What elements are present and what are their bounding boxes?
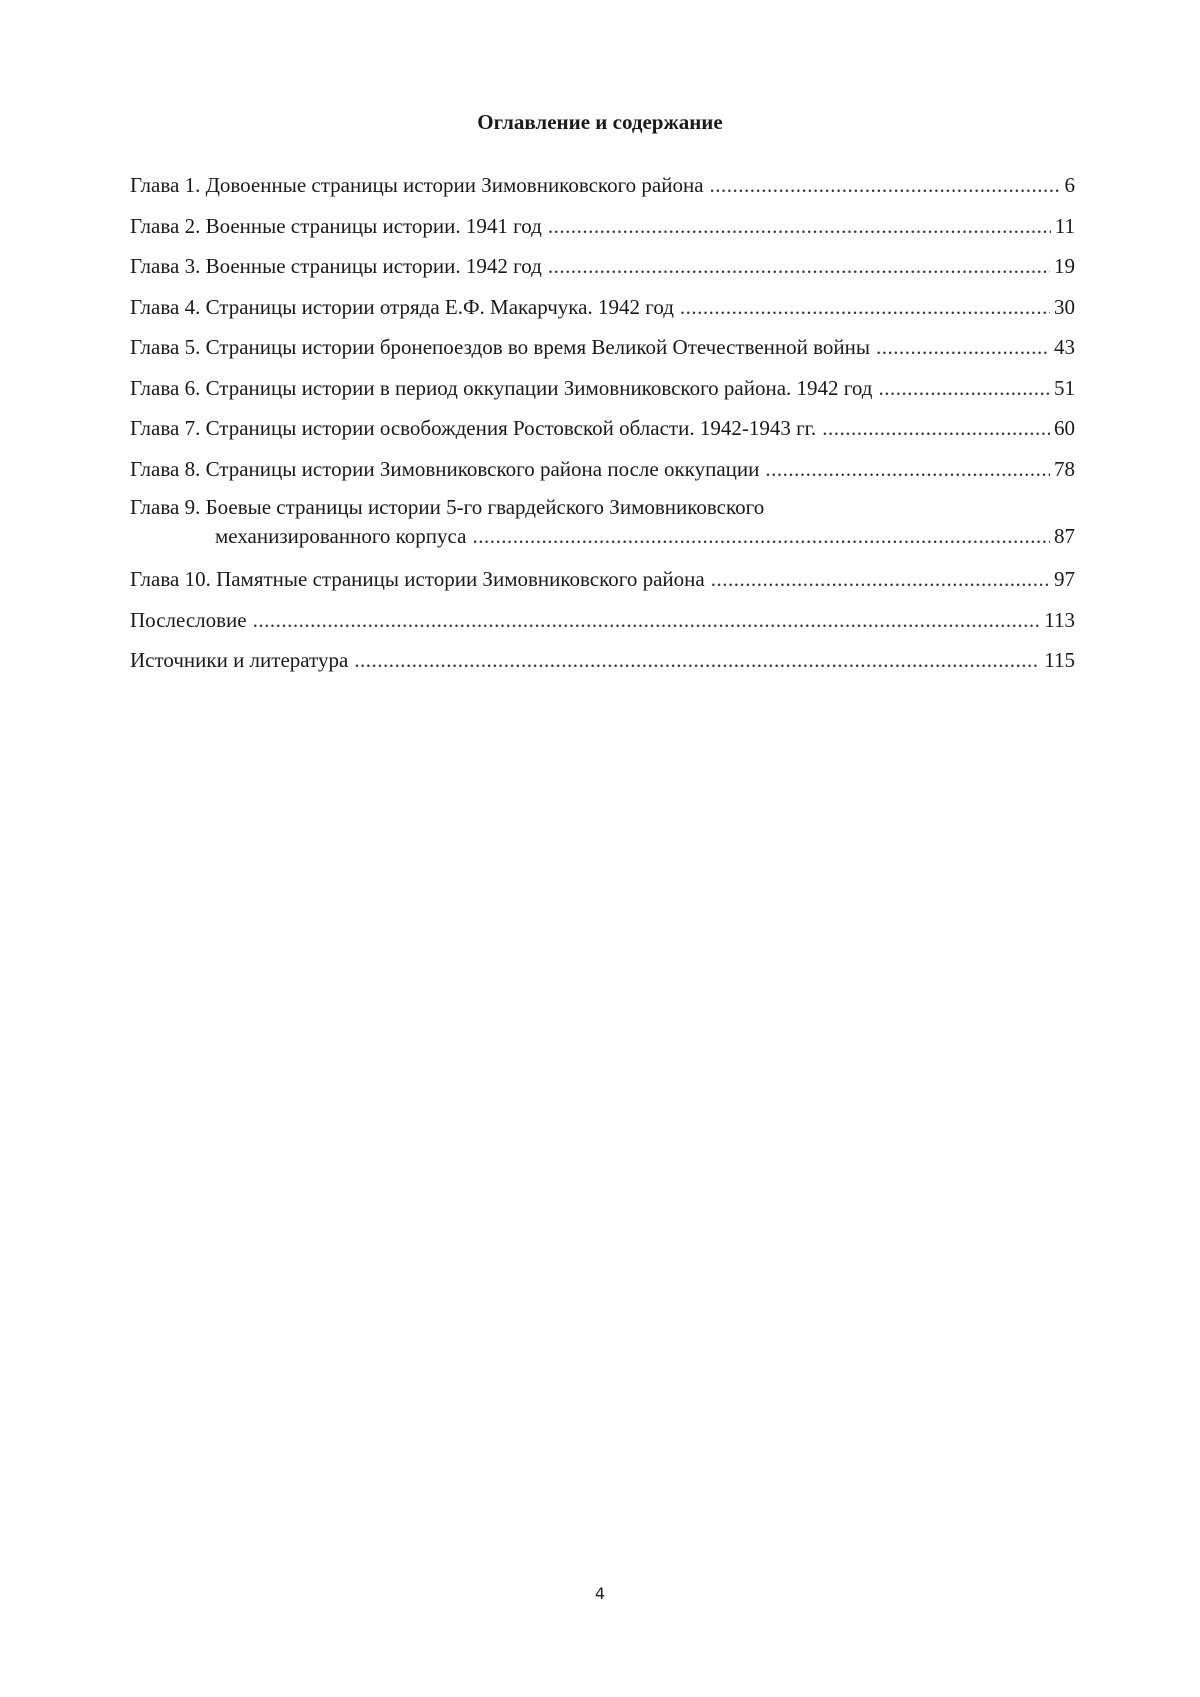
toc-entry-title: Глава 1. Довоенные страницы истории Зимовниковского района	[130, 173, 704, 197]
toc-entry-chapter-2[interactable]	[130, 206, 1075, 247]
toc-entry-chapter-3[interactable]	[130, 246, 1075, 287]
page-number: 4	[594, 1584, 606, 1603]
dot-leader	[710, 165, 1061, 206]
dot-leader	[822, 408, 1050, 449]
toc-entry-continuation	[130, 522, 1075, 551]
toc-entry-chapter-10[interactable]	[130, 559, 1075, 600]
toc-entry-afterword[interactable]	[130, 600, 1075, 641]
toc-entry-title: Глава 8. Страницы истории Зимовниковского района после оккупации	[130, 456, 760, 481]
toc-entry-chapter-1[interactable]	[130, 165, 1075, 206]
toc-entry-page: 19	[1054, 254, 1075, 278]
toc-entry-title-line-2: механизированного корпуса	[215, 524, 467, 548]
toc-entry-page: 97	[1054, 567, 1075, 591]
toc-entry-chapter-4[interactable]	[130, 287, 1075, 328]
dot-leader	[876, 327, 1050, 368]
toc-entry-page: 60	[1054, 416, 1075, 440]
toc-entry-title: Глава 4. Страницы истории отряда Е.Ф. Макарчука. 1942 год	[130, 294, 674, 319]
toc-entry-page: 87	[1054, 524, 1075, 548]
toc-entry-page: 113	[1044, 607, 1075, 632]
toc-entry-chapter-6[interactable]	[130, 368, 1075, 409]
toc-entry-page: 51	[1054, 375, 1075, 400]
toc-entry-title: Глава 7. Страницы истории освобождения Ростовской области. 1942-1943 гг.	[130, 416, 817, 440]
toc-entry-title: Глава 10. Памятные страницы истории Зимовниковского района	[130, 567, 705, 591]
dot-leader	[472, 522, 1050, 551]
toc-entry-title: Глава 6. Страницы истории в период оккупации Зимовниковского района. 1942 год	[130, 375, 873, 400]
toc-entry-chapter-9[interactable]	[130, 493, 1075, 551]
toc-entry-chapter-5[interactable]	[130, 327, 1075, 368]
dot-leader	[878, 368, 1050, 409]
dot-leader	[765, 449, 1050, 490]
dot-leader	[711, 559, 1050, 600]
toc-entry-title: Глава 2. Военные страницы истории. 1941 год	[130, 213, 542, 238]
toc-entry-page: 78	[1054, 456, 1075, 481]
dot-leader	[354, 640, 1040, 681]
toc-entry-chapter-7[interactable]	[130, 408, 1075, 449]
toc-entry-title: Источники и литература	[130, 648, 349, 672]
dot-leader	[253, 600, 1041, 641]
dot-leader	[548, 246, 1050, 287]
page-title: Оглавление и содержание	[477, 110, 723, 134]
toc-entry-page: 30	[1054, 294, 1075, 319]
toc-entry-chapter-8[interactable]	[130, 449, 1075, 490]
toc-entry-title: Глава 5. Страницы истории бронепоездов во время Великой Отечественной войны	[130, 335, 871, 359]
toc-entry-page: 43	[1054, 335, 1075, 359]
table-of-contents	[130, 165, 1075, 681]
toc-entry-page: 11	[1054, 213, 1075, 238]
toc-entry-page: 6	[1064, 173, 1075, 197]
dot-leader	[548, 206, 1051, 247]
toc-entry-page: 115	[1044, 648, 1075, 672]
toc-entry-title: Послесловие	[130, 607, 247, 632]
toc-entry-title-line-1: Глава 9. Боевые страницы истории 5-го гвардейского Зимовниковского	[130, 495, 765, 519]
toc-entry-sources[interactable]	[130, 640, 1075, 681]
dot-leader	[680, 287, 1050, 328]
toc-entry-title: Глава 3. Военные страницы истории. 1942 год	[130, 254, 542, 278]
